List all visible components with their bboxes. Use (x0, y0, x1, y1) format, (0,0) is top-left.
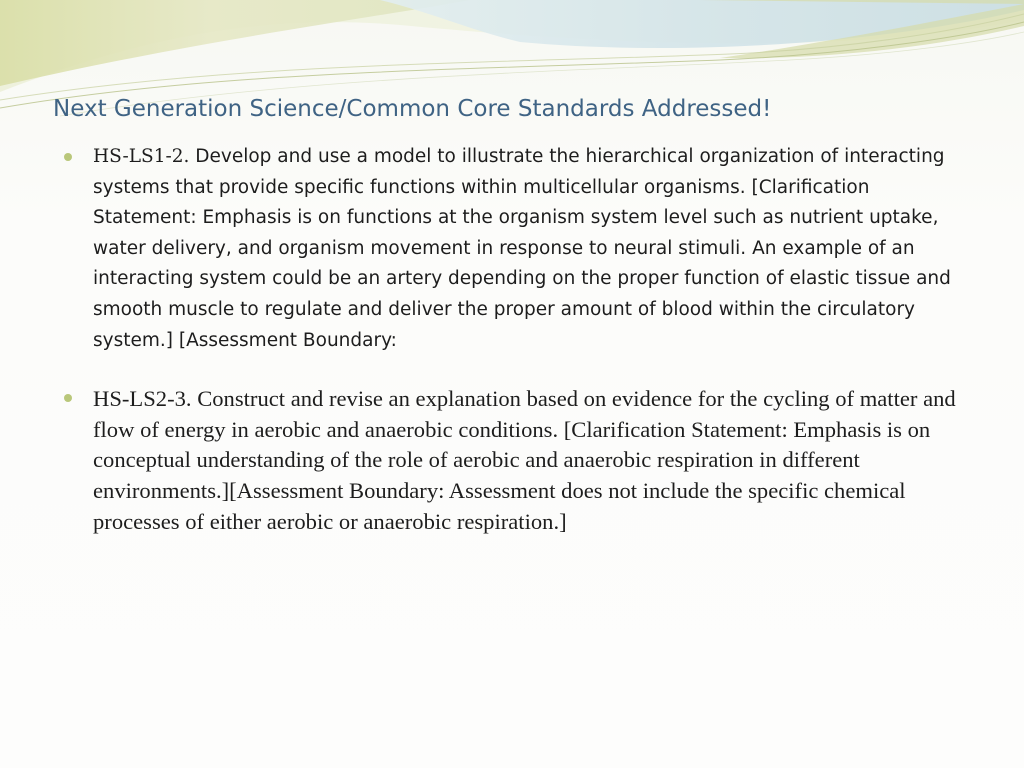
standard-code: HS-LS1-2. (93, 146, 196, 167)
standard-text: Construct and revise an explanation based on evidence for the cycling of matter and flow of energy in aerobic and anaerobic conditions. [Clarification Statement: Emphasis is on conceptual understanding of the role of aerobic and anaerobic respiration in different environments.][Assessment Boundary: Assessment does not include the specific chemical processes of either aerobic or anaerobic respiration.] (93, 386, 956, 534)
standards-list (62, 142, 962, 537)
standard-item-hs-ls2-3 (62, 384, 963, 537)
standard-item-hs-ls1-2 (62, 142, 963, 356)
bullet-dot-icon (64, 394, 72, 402)
bullet-dot-icon (64, 153, 72, 161)
standard-code: HS-LS2-3. (93, 386, 198, 412)
standard-text: Develop and use a model to illustrate the hierarchical organization of interacting systems that provide specific functions within multicellular organisms. [Clarification Statement: Emphasis is on functions at the organism system level such as nutrient uptake, water delivery, and organism movement in response to neural stimuli. An example of an interacting system could be an artery depending on the proper function of elastic tissue and smooth muscle to regulate and deliver the proper amount of blood within the circulatory system.] [Assessment Boundary: (93, 146, 951, 351)
slide-title: Next Generation Science/Common Core Standards Addressed! (53, 96, 772, 122)
